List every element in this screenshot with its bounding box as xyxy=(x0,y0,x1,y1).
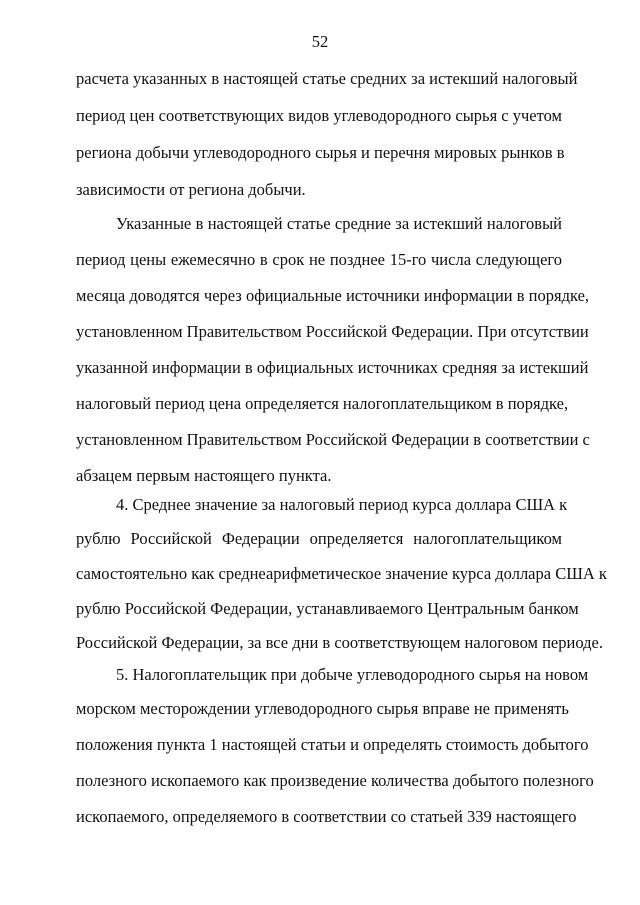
text-line: Указанные в настоящей статье средние за истекший налоговый xyxy=(116,214,562,233)
text-line: ископаемого, определяемого в соответствии со статьей 339 настоящего xyxy=(76,807,577,826)
text-line: расчета указанных в настоящей статье средних за истекший налоговый xyxy=(76,69,578,88)
text-line: период цен соответствующих видов углеводородного сырья с учетом xyxy=(76,106,562,125)
text-line: региона добычи углеводородного сырья и перечня мировых рынков в xyxy=(76,143,565,162)
text-line: 5. Налогоплательщик при добыче углеводородного сырья на новом xyxy=(116,665,589,684)
text-line: рублю Российской Федерации, устанавливаемого Центральным банком xyxy=(76,599,579,618)
text-line: Российской Федерации, за все дни в соответствующем налоговом периоде. xyxy=(76,633,603,652)
text-line: указанной информации в официальных источниках средняя за истекший xyxy=(76,358,589,377)
text-line: полезного ископаемого как произведение количества добытого полезного xyxy=(76,771,594,790)
text-line: рублю Российской Федерации определяется налогоплательщиком xyxy=(76,529,562,548)
text-line: установленном Правительством Российской Федерации в соответствии с xyxy=(76,430,590,449)
text-line: налоговый период цена определяется налогоплательщиком в порядке, xyxy=(76,394,569,413)
text-line: 4. Среднее значение за налоговый период курса доллара США к xyxy=(116,495,568,514)
text-line: абзацем первым настоящего пункта. xyxy=(76,466,332,485)
text-line: самостоятельно как среднеарифметическое значение курса доллара США к xyxy=(76,564,607,583)
text-line: положения пункта 1 настоящей статьи и определять стоимость добытого xyxy=(76,735,589,754)
text-line: месяца доводятся через официальные источники информации в порядке, xyxy=(76,286,590,305)
page-number: 52 xyxy=(311,32,329,51)
text-line: зависимости от региона добычи. xyxy=(76,180,306,199)
text-line: установленном Правительством Российской Федерации. При отсутствии xyxy=(76,322,589,341)
text-line: морском месторождении углеводородного сырья вправе не применять xyxy=(76,699,569,718)
text-line: период цены ежемесячно в срок не позднее 15-го числа следующего xyxy=(76,250,562,269)
